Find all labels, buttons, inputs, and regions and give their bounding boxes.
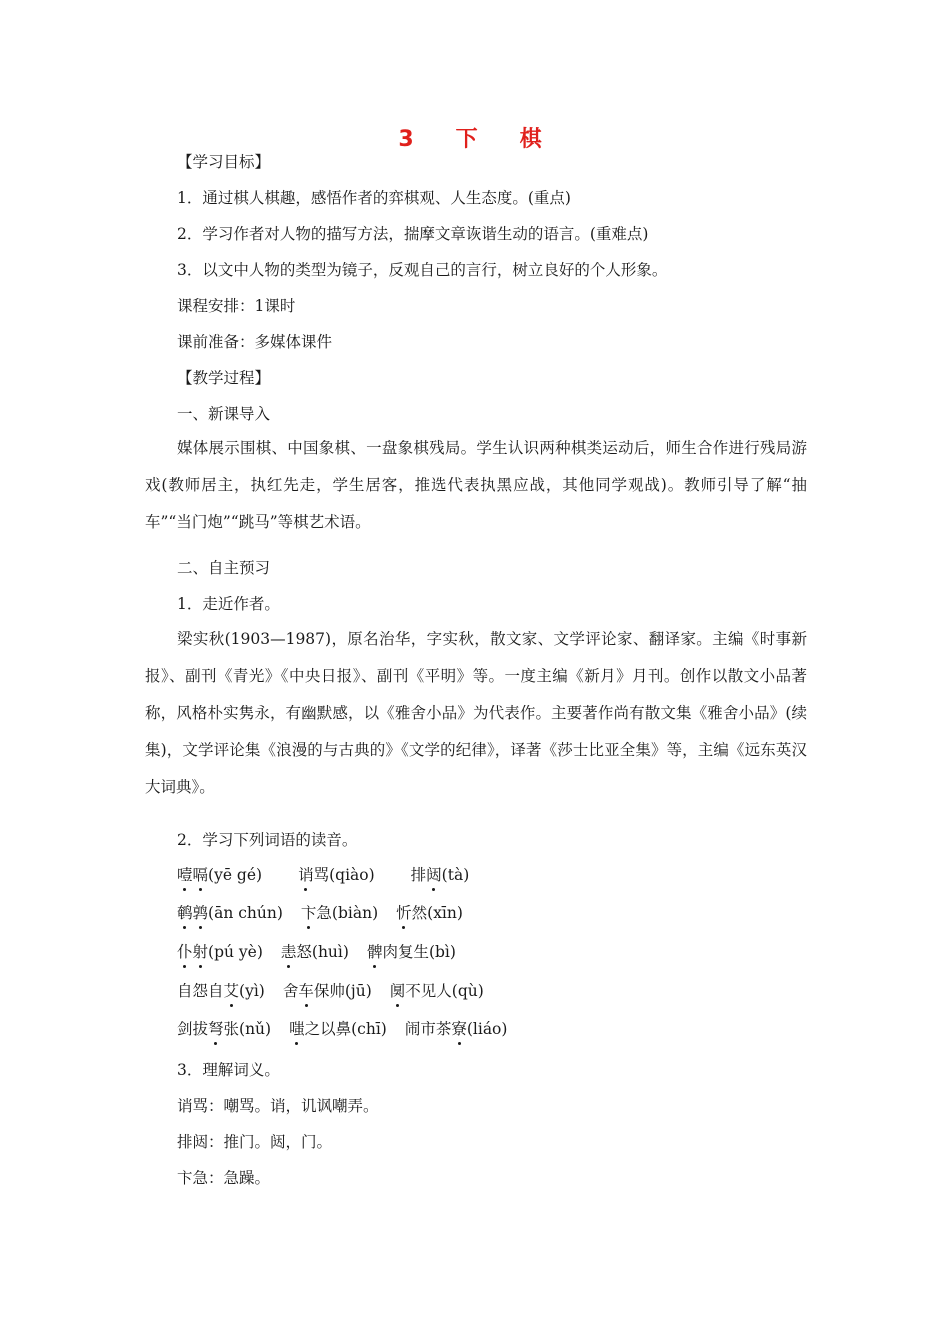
emphasis-dot-char: 嗝 [192,866,209,884]
vocab-word: 髀肉复生(bì) [366,943,456,961]
vocab-word: 噎嗝(yē gé) [177,866,263,884]
prep-line: 课前准备：多媒体课件 [177,333,333,351]
pronunciation-heading: 2．学习下列词语的读音。 [177,831,358,849]
author-heading: 1．走近作者。 [177,595,280,613]
meaning-heading: 3．理解词义。 [177,1061,280,1079]
emphasis-dot-char: 卞 [300,904,317,922]
part-heading-preview: 二、自主预习 [177,559,271,577]
vocab-word: 阒不见人(qù) [389,982,484,1000]
meaning-item-1: 诮骂：嘲骂。诮，讥讽嘲弄。 [177,1097,379,1115]
goal-item-1: 1．通过棋人棋趣，感悟作者的弈棋观、人生态度。(重点) [177,189,571,207]
emphasis-dot-char: 仆 [177,943,193,961]
vocab-word: 恚怒(huì) [280,943,349,961]
emphasis-dot-char: 嗤 [289,1020,305,1038]
vocab-word: 剑拔弩张(nǔ) [177,1020,272,1038]
emphasis-dot-char: 闼 [426,866,442,884]
emphasis-dot-char: 忻 [396,904,412,922]
section-heading-goals: 【学习目标】 [177,153,271,171]
page-title: 3 下 棋 [398,127,552,152]
emphasis-dot-char: 阒 [389,982,406,1000]
vocab-word: 排闼(tà) [410,866,470,884]
emphasis-dot-char: 诮 [298,866,314,884]
vocab-row [177,903,463,923]
vocab-word: 忻然(xīn) [396,904,463,922]
goal-item-3: 3．以文中人物的类型为镜子，反观自己的言行，树立良好的个人形象。 [177,261,668,279]
vocab-row [177,865,469,885]
emphasis-dot-char: 鹑 [192,904,209,922]
goal-item-2: 2．学习作者对人物的描写方法，揣摩文章诙谐生动的语言。(重难点) [177,225,649,243]
emphasis-dot-char: 弩 [208,1020,224,1038]
intro-paragraph: 媒体展示围棋、中国象棋、一盘象棋残局。学生认识两种棋类运动后，师生合作进行残局游戏(教师居主，执红先走，学生居客，推选代表执黑应战，其他同学观战)。教师引导了解“抽车”“当门炮”“跳马”等棋艺术语。 [145,439,807,531]
emphasis-dot-char: 恚 [280,943,297,961]
emphasis-dot-char: 髀 [366,943,383,961]
vocab-word: 仆射(pú yè) [177,943,263,961]
vocab-word: 鹌鹑(ān chún) [177,904,283,922]
vocab-word: 嗤之以鼻(chī) [289,1020,387,1038]
author-paragraph: 梁实秋(1903—1987)，原名治华，字实秋，散文家、文学评论家、翻译家。主编《时事新报》、副刊《青光》《中央日报》、副刊《平明》等。一度主编《新月》月刊。创作以散文小品著称，风格朴实隽永，有幽默感，以《雅舍小品》为代表作。主要著作尚有散文集《雅舍小品》(续集)，文学评论集《浪漫的与古典的》《文学的纪律》，译著《莎士比亚全集》等，主编《远东英汉大词典》。 [145,630,807,796]
emphasis-dot-char: 车 [298,982,314,1000]
emphasis-dot-char: 噎 [177,866,193,884]
part-heading-intro: 一、新课导入 [177,405,271,423]
vocab-row [177,1019,507,1039]
vocab-row [177,942,456,962]
section-heading-process: 【教学过程】 [177,369,271,387]
schedule-line: 课程安排：1课时 [177,297,296,315]
vocab-word: 诮骂(qiào) [298,866,375,884]
meaning-item-3: 卞急：急躁。 [177,1169,271,1187]
emphasis-dot-char: 鹌 [177,904,193,922]
vocab-word: 舍车保帅(jū) [282,982,372,1000]
emphasis-dot-char: 艾 [223,982,240,1000]
vocab-row [177,981,484,1001]
emphasis-dot-char: 射 [192,943,209,961]
vocab-word: 卞急(biàn) [300,904,379,922]
emphasis-dot-char: 寮 [451,1020,467,1038]
vocab-word: 自怨自艾(yì) [177,982,265,1000]
meaning-item-2: 排闼：推门。闼，门。 [177,1133,333,1151]
vocab-word: 闹市茶寮(liáo) [404,1020,508,1038]
